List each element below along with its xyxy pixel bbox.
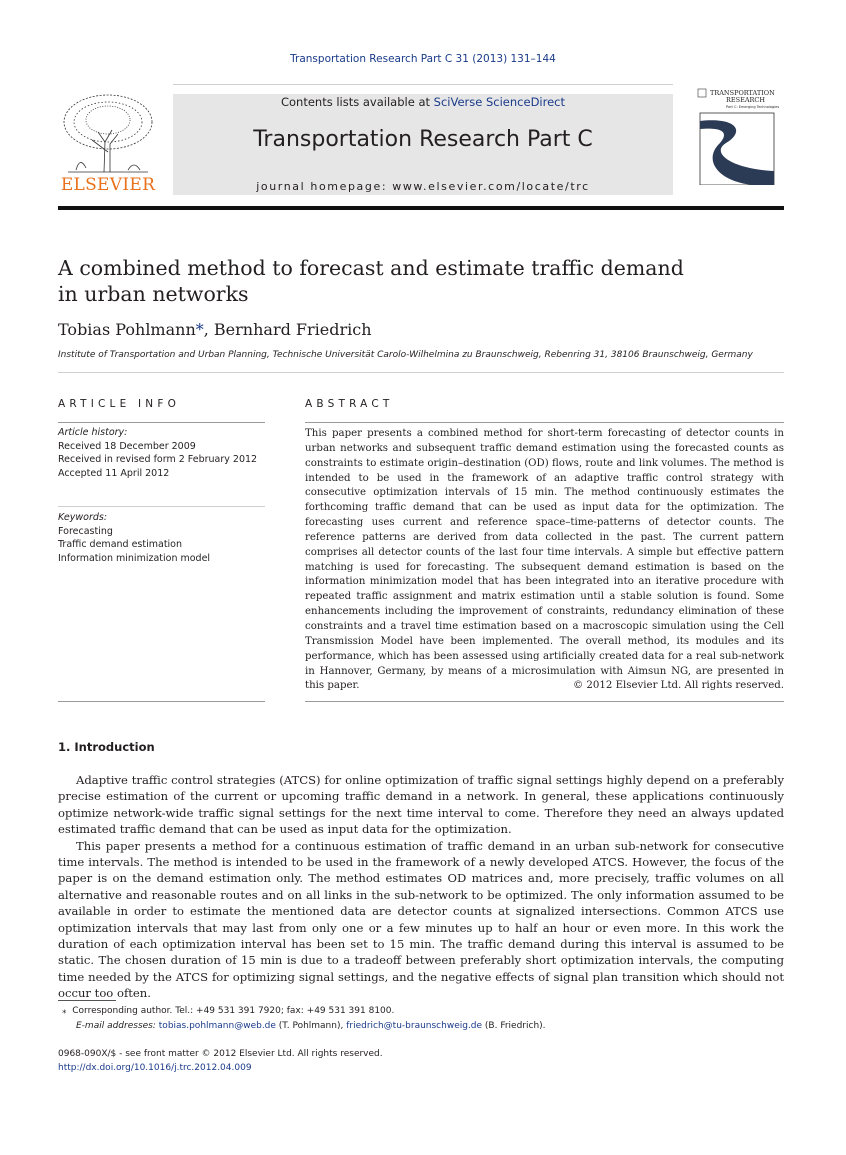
received-date: Received 18 December 2009	[58, 440, 196, 452]
cover-text-3: Part C: Emerging Technologies	[726, 105, 780, 109]
article-info-bottom-rule	[58, 701, 265, 702]
article-info-heading: ARTICLE INFO	[58, 398, 181, 410]
email-2-owner: (B. Friedrich).	[482, 1021, 546, 1031]
paper-title	[58, 255, 758, 307]
issn-line: 0968-090X/$ - see front matter © 2012 Elsevier Ltd. All rights reserved.	[58, 1049, 383, 1059]
abstract-copyright: © 2012 Elsevier Ltd. All rights reserved.	[572, 680, 784, 691]
email-link-pohlmann[interactable]: tobias.pohlmann@web.de	[158, 1021, 276, 1031]
corresponding-text: Corresponding author. Tel.: +49 531 391 7920; fax: +49 531 391 8100.	[72, 1006, 395, 1016]
article-history	[58, 426, 257, 480]
title-line-1: A combined method to forecast and estimate traffic demand	[58, 256, 684, 280]
contents-prefix: Contents lists available at	[280, 95, 434, 109]
intro-paragraph: Adaptive traffic control strategies (ATCS) for online optimization of traffic signal settings highly depend on a preferably precise estimation of the current or upcoming traffic demand in a network. In general, these applications continuously optimize network-wide traffic signal settings for the next time interval to come. Therefore they need an always updated estimated traffic demand that can be used as input data for the optimization.	[58, 773, 784, 837]
header-divider	[173, 84, 673, 85]
cover-road-icon	[696, 87, 784, 185]
email-1-owner: (T. Pohlmann),	[275, 1021, 347, 1031]
corresponding-star-link[interactable]: *	[195, 320, 204, 339]
affiliation: Institute of Transportation and Urban Planning, Technische Universität Carolo-Wilhelmina zu Braunschweig, Rebenring 31, 38106 Braunschweig, Germany	[58, 350, 753, 360]
footnote-star: ⁎	[62, 1006, 67, 1016]
author-2: Bernhard Friedrich	[213, 320, 372, 339]
keywords	[58, 511, 210, 565]
publisher-wordmark: ELSEVIER	[60, 175, 156, 195]
intro-paragraph: This paper presents a method for a continuous estimation of traffic demand in an urban sub-network for consecutive time intervals. The method is intended to be used in the framework of a newly developed ATCS. However, the focus of the paper is on the demand estimation only. The method estimates OD matrices and, more precisely, traffic volumes on all alternative and reasonable routes and on all links in the sub-network to be optimized. The only information assumed to be available in order to estimate the mentioned data are detector counts at signalized intersections. Common ATCS use optimization intervals that may last from only one or a few minutes up to half an hour or even more. In this work the duration of each optimization interval has been set to 15 min. The traffic demand during this interval is assumed to be static. The chosen duration of 15 min is due to a tradeoff between preferably short optimization intervals, the computing time needed by the ATCS for optimizing signal settings, and the negative effects of signal plan transition which should not occur too often.	[58, 838, 784, 1001]
author-list	[58, 320, 372, 339]
header-thick-rule	[58, 206, 784, 210]
keyword-item: Forecasting	[58, 525, 113, 537]
abstract-bottom-rule	[305, 701, 784, 702]
keyword-item: Traffic demand estimation	[58, 539, 183, 550]
abstract-rule	[305, 422, 784, 423]
email-label: E-mail addresses:	[76, 1021, 156, 1031]
keyword-item: Information minimization model	[58, 552, 211, 564]
revised-date: Received in revised form 2 February 2012	[58, 454, 258, 465]
journal-reference[interactable]: Transportation Research Part C 31 (2013) 131–144	[290, 53, 556, 65]
cover-text-1: TRANSPORTATION	[710, 89, 775, 97]
article-info-rule	[58, 422, 265, 423]
sciencedirect-link[interactable]: SciVerse ScienceDirect	[433, 95, 566, 109]
contents-line	[173, 95, 673, 109]
journal-homepage[interactable]: journal homepage: www.elsevier.com/locate/trc	[256, 180, 590, 193]
abstract-heading: ABSTRACT	[305, 398, 394, 410]
email-link-friedrich[interactable]: friedrich@tu-braunschweig.de	[346, 1021, 483, 1031]
author-separator: ,	[203, 320, 214, 339]
keywords-rule	[58, 506, 265, 507]
introduction-body	[58, 772, 784, 1002]
abstract-text: This paper presents a combined method for short-term forecasting of detector counts in urban networks and subsequent traffic demand estimation using the forecasted counts as constraints to estimate origin–destination (OD) flows, route and link volumes. The method is intended to be used in the framework of an adaptive traffic control strategy with consecutive optimization intervals of 15 min. The method continuously estimates the forthcoming traffic demand that can be used as input data for the optimization. The forecasting uses current and reference space–time-patterns of detector counts. The reference patterns are derived from data collected in the past. The current pattern comprises all detector counts of the last four time intervals. A simple but effective pattern matching is used for forecasting. The subsequent demand estimation is based on the information minimization model that has been integrated into an iterative procedure with repeated traffic assignment and matrix estimation until a stable solution is found. Some enhancements including the improvement of constraints, redundancy elimination of these constraints and a travel time estimation based on a macroscopic simulation using the Cell Transmission Model have been implemented. The overall method, its modules and its performance, which has been assessed using artificially created data for a real sub-network in Hannover, Germany, by means of a microsimulation with Aimsun NG, are presented in this paper.	[305, 428, 784, 692]
author-1: Tobias Pohlmann	[58, 320, 196, 339]
history-label: Article history:	[58, 427, 128, 438]
doi-link[interactable]: http://dx.doi.org/10.1016/j.trc.2012.04.009	[58, 1063, 252, 1073]
section-heading-introduction: 1. Introduction	[58, 740, 155, 754]
footnote-rule	[58, 1000, 116, 1001]
cover-text-2: RESEARCH	[726, 96, 766, 104]
accepted-date: Accepted 11 April 2012	[58, 467, 170, 479]
journal-cover	[696, 87, 784, 185]
affiliation-divider	[58, 372, 784, 373]
keywords-label: Keywords:	[58, 512, 108, 523]
corresponding-footnote	[62, 1006, 394, 1016]
email-footnote	[76, 1021, 546, 1031]
title-line-2: in urban networks	[58, 282, 249, 306]
tree-icon	[58, 92, 158, 174]
journal-title: Transportation Research Part C	[253, 127, 593, 152]
